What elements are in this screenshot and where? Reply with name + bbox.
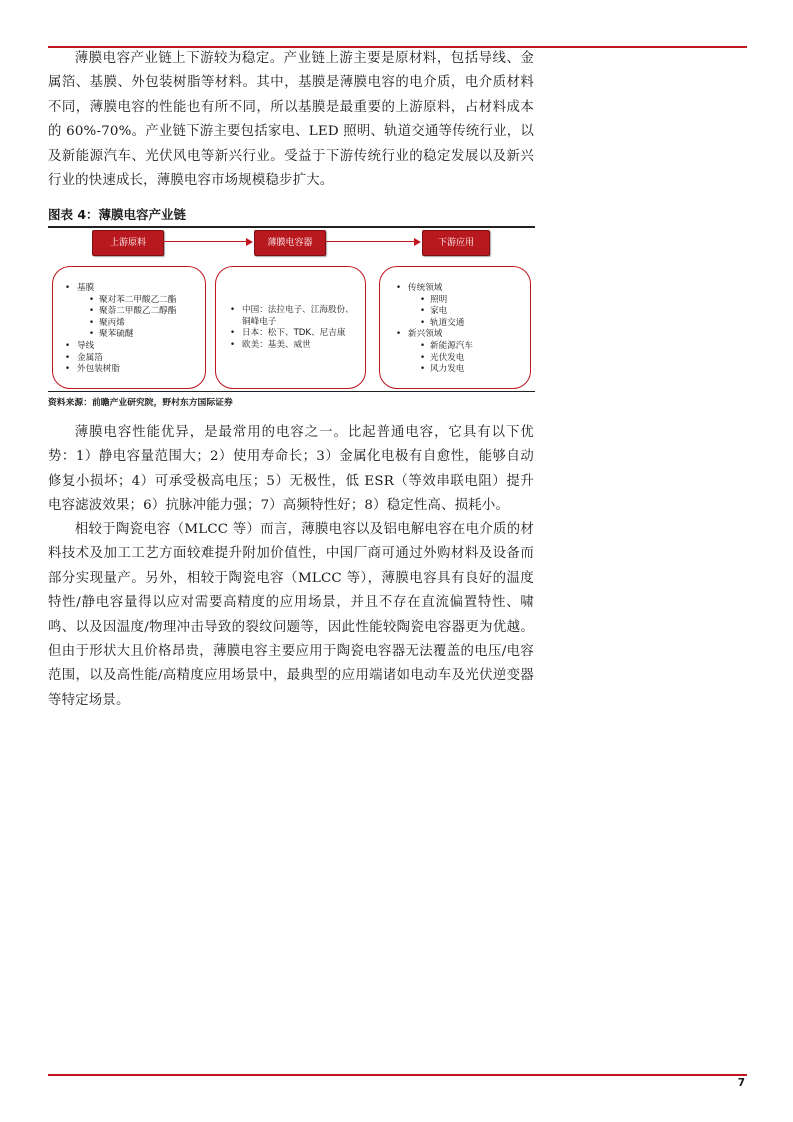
header-capacitor: 薄膜电容器 [254,230,326,256]
header-downstream: 下游应用 [422,230,490,256]
sub-list-item: • 风力发电 [430,364,473,376]
page-number: 7 [737,1077,745,1089]
figure-top-rule [48,226,535,228]
upstream-box [52,266,206,389]
list-item: • 日本：松下、TDK、尼吉康 [242,328,362,340]
header-upstream: 上游原料 [92,230,164,256]
list-item: • 中国：法拉电子、江海股份、铜峰电子 [242,305,362,328]
upstream-list [77,283,176,376]
list-item: • 金属箔 [77,353,176,365]
list-item: • 新兴领域 [408,329,473,341]
manufacturers-list [242,305,362,351]
footer-rule [48,1074,747,1076]
arrow-right-icon [325,241,415,242]
sub-list-item: • 聚萘二甲酸乙二醇酯 [99,306,176,318]
sub-list-item: • 聚苯硫醚 [99,329,176,341]
list-item: • 外包装树脂 [77,364,176,376]
downstream-list [408,283,473,376]
sub-list-item: • 新能源汽车 [430,341,473,353]
manufacturers-box [215,266,366,389]
sub-list-item: • 轨道交通 [430,318,473,330]
figure-title: 图表 4：薄膜电容产业链 [48,207,187,222]
list-item: • 欧美：基美、威世 [242,340,362,352]
figure-bottom-rule [48,391,535,392]
sub-list-item: • 聚对苯二甲酸乙二酯 [99,295,176,307]
paragraph-comparison: 相较于陶瓷电容（MLCC 等）而言，薄膜电容以及铝电解电容在电介质的材料技术及加工工艺方面较难提升附加价值性，中国厂商可通过外购材料及设备而部分实现量产。另外，相较于陶瓷电容（MLCC 等），薄膜电容具有良好的温度特性/静电容量得以应对需要高精度的应用场景，并且不存在直流偏置特性、啸鸣、以及因温度/物理冲击导致的裂纹问题等，因此性能较陶瓷电容器更为优越。但由于形状大且价格昂贵，薄膜电容主要应用于陶瓷电容器无法覆盖的电压/电容范围，以及高性能/高精度应用场景中，最典型的应用端诸如电动车及光伏逆变器等特定场景。 [48,522,534,708]
sub-list-item: • 聚丙烯 [99,318,176,330]
sub-list-item: • 光伏发电 [430,353,473,365]
downstream-box [379,266,531,389]
list-item: • 基膜 [77,283,176,295]
paragraph-advantages: 薄膜电容性能优异，是最常用的电容之一。比起普通电容，它具有以下优势：1）静电容量范围大；2）使用寿命长；3）金属化电极有自愈性，能够自动修复小损坏；4）可承受极高电压；5）无极性，低 ESR（等效串联电阻）提升电容滤波效果；6）抗脉冲能力强；7）高频特性好；8）稳定性高、损耗小。 [48,425,534,514]
arrow-right-icon [163,241,247,242]
list-item: • 导线 [77,341,176,353]
paragraph-industry-chain: 薄膜电容产业链上下游较为稳定。产业链上游主要是原材料，包括导线、金属箔、基膜、外包装树脂等材料。其中，基膜是薄膜电容的电介质，电介质材料不同，薄膜电容的性能也有所不同，所以基膜是最重要的上游原料，占材料成本的 60%-70%。产业链下游主要包括家电、LED 照明、轨道交通等传统行业，以及新能源汽车、光伏风电等新兴行业。受益于下游传统行业的稳定发展以及新兴行业的快速成长，薄膜电容市场规模稳步扩大。 [48,51,534,189]
figure-source: 资料来源：前瞻产业研究院，野村东方国际证券 [48,398,233,408]
list-item: • 传统领域 [408,283,473,295]
sub-list-item: • 照明 [430,295,473,307]
sub-list-item: • 家电 [430,306,473,318]
